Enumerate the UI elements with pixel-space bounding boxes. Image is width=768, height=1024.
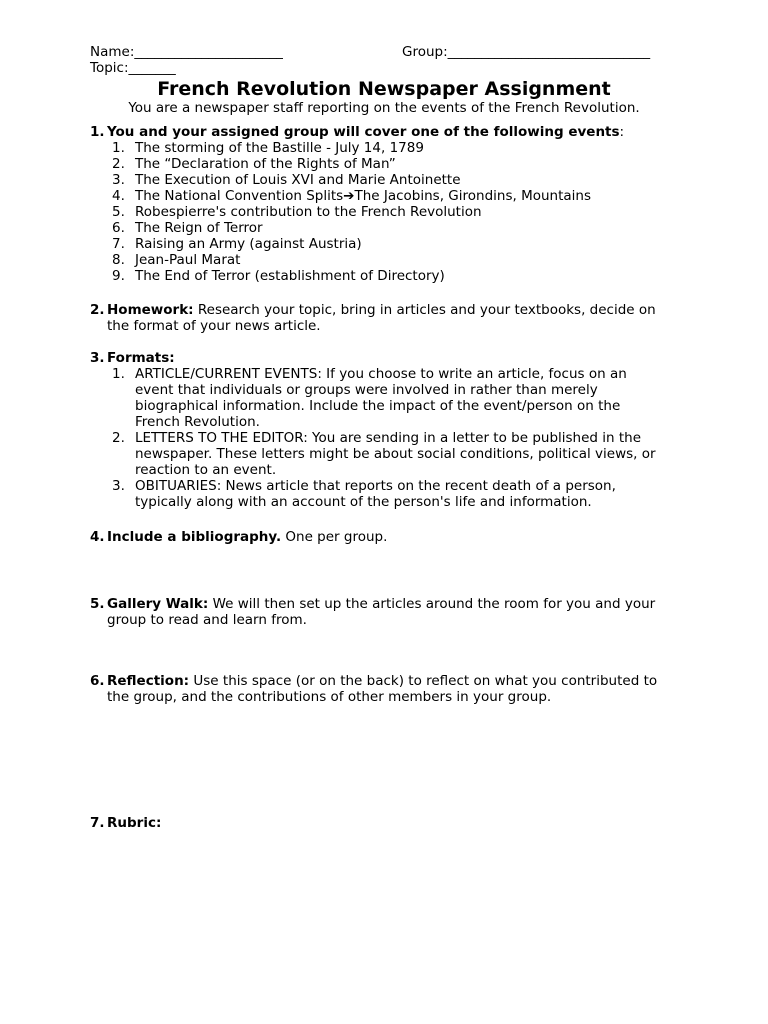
section-number: 7. xyxy=(90,815,105,831)
gallery-label: Gallery Walk: xyxy=(107,596,209,612)
gallery-line xyxy=(107,596,690,612)
events-list xyxy=(107,140,690,284)
list-number: 1. xyxy=(112,366,125,382)
list-number: 8. xyxy=(112,252,125,268)
list-number: 2. xyxy=(112,156,125,172)
event-text: Robespierre's contribution to the French Revolution xyxy=(135,204,482,220)
section-formats xyxy=(90,350,690,510)
page-title: French Revolution Newspaper Assignment xyxy=(157,78,611,100)
section-reflection xyxy=(90,673,690,705)
list-number: 3. xyxy=(112,172,125,188)
list-item xyxy=(107,172,690,188)
topic-field-label: Topic:_______ xyxy=(90,60,176,76)
list-item xyxy=(107,252,690,268)
list-number: 9. xyxy=(112,268,125,284)
list-number: 5. xyxy=(112,204,125,220)
events-heading-colon: : xyxy=(619,124,625,140)
events-heading-text: You and your assigned group will cover one of the following events xyxy=(107,124,620,140)
section-number: 3. xyxy=(90,350,105,366)
reflection-label: Reflection: xyxy=(107,673,190,689)
event-text: The Jacobins, Girondins, Mountains xyxy=(354,188,591,204)
section-events xyxy=(90,124,690,284)
list-item xyxy=(107,156,690,172)
formats-label: Formats: xyxy=(107,350,175,366)
format-line: French Revolution. xyxy=(135,414,260,430)
rubric-label: Rubric: xyxy=(107,815,162,831)
list-number: 7. xyxy=(112,236,125,252)
format-line: ARTICLE/CURRENT EVENTS: If you choose to write an article, focus on an xyxy=(135,366,627,382)
event-text: Jean-Paul Marat xyxy=(135,252,241,268)
section-number: 4. xyxy=(90,529,105,545)
bibliography-label: Include a bibliography. xyxy=(107,529,282,545)
list-item xyxy=(107,268,690,284)
list-number: 2. xyxy=(112,430,125,446)
event-text: The Execution of Louis XVI and Marie Antoinette xyxy=(135,172,461,188)
format-line: newspaper. These letters might be about social conditions, political views, or xyxy=(135,446,656,462)
section-homework xyxy=(90,302,690,334)
gallery-text: We will then set up the articles around the room for you and your xyxy=(208,596,656,612)
list-item xyxy=(107,236,690,252)
list-number: 1. xyxy=(112,140,125,156)
section-number: 5. xyxy=(90,596,105,612)
group-field-label: Group:______________________________ xyxy=(402,44,651,60)
list-item xyxy=(107,478,690,510)
homework-line xyxy=(107,302,690,318)
event-text: The Reign of Terror xyxy=(135,220,263,236)
gallery-line: group to read and learn from. xyxy=(107,612,307,628)
list-number: 4. xyxy=(112,188,125,204)
format-line: biographical information. Include the impact of the event/person on the xyxy=(135,398,621,414)
list-number: 6. xyxy=(112,220,125,236)
reflection-text: Use this space (or on the back) to reflect on what you contributed to xyxy=(189,673,658,689)
event-text: Raising an Army (against Austria) xyxy=(135,236,362,252)
homework-text: Research your topic, bring in articles and your textbooks, decide on xyxy=(193,302,656,318)
name-field-label: Name:______________________ xyxy=(90,44,283,60)
list-item xyxy=(107,204,690,220)
event-text: The “Declaration of the Rights of Man” xyxy=(135,156,396,172)
section-rubric xyxy=(90,815,690,831)
section-heading xyxy=(107,124,690,140)
list-item xyxy=(107,140,690,156)
formats-list xyxy=(107,366,690,510)
section-bibliography xyxy=(90,529,690,545)
event-text: The End of Terror (establishment of Directory) xyxy=(135,268,445,284)
format-line: typically along with an account of the person's life and information. xyxy=(135,494,592,510)
format-line: LETTERS TO THE EDITOR: You are sending in a letter to be published in the xyxy=(135,430,642,446)
reflection-line xyxy=(107,673,690,689)
section-number: 6. xyxy=(90,673,105,689)
reflection-line: the group, and the contributions of other members in your group. xyxy=(107,689,552,705)
page-subtitle: You are a newspaper staff reporting on the events of the French Revolution. xyxy=(128,100,640,116)
format-line: reaction to an event. xyxy=(135,462,277,478)
list-item xyxy=(107,366,690,430)
homework-label: Homework: xyxy=(107,302,194,318)
section-number: 1. xyxy=(90,124,105,140)
format-line: event that individuals or groups were involved in rather than merely xyxy=(135,382,598,398)
list-item xyxy=(107,188,690,204)
section-number: 2. xyxy=(90,302,105,318)
format-line: OBITUARIES: News article that reports on the recent death of a person, xyxy=(135,478,616,494)
event-text: The National Convention Splits xyxy=(135,188,344,204)
event-text: The storming of the Bastille - July 14, 1789 xyxy=(135,140,424,156)
homework-line: the format of your news article. xyxy=(107,318,321,334)
list-item xyxy=(107,430,690,478)
section-gallery-walk xyxy=(90,596,690,628)
list-number: 3. xyxy=(112,478,125,494)
bibliography-text: One per group. xyxy=(281,529,388,545)
list-item xyxy=(107,220,690,236)
right-arrow-icon: ➔ xyxy=(343,188,355,204)
